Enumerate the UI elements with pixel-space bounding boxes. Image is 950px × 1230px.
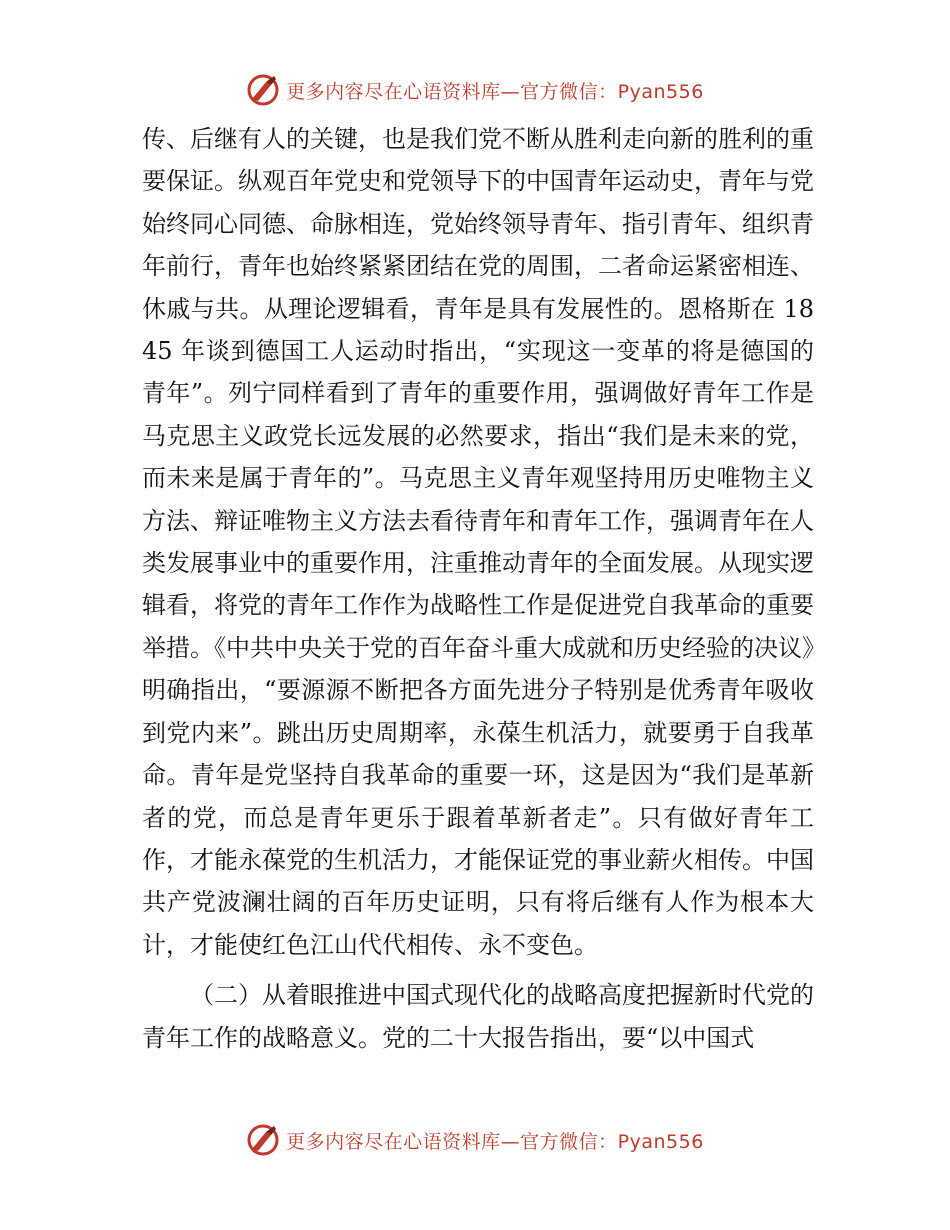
header-banner [0, 70, 950, 110]
footer-banner-text: 更多内容尽在心语资料库—官方微信：Pyan556 [286, 1130, 704, 1153]
footer-banner [0, 1120, 950, 1160]
brush-logo-icon [246, 73, 280, 107]
header-banner-text: 更多内容尽在心语资料库—官方微信：Pyan556 [286, 80, 704, 103]
document-body [142, 118, 814, 1059]
paragraph: （二）从着眼推进中国式现代化的战略高度把握新时代党的青年工作的战略意义。党的二十大报告指出，要“以中国式 [142, 981, 814, 1052]
brush-logo-icon [246, 1123, 280, 1157]
paragraph: 传、后继有人的关键，也是我们党不断从胜利走向新的胜利的重要保证。纵观百年党史和党领导下的中国青年运动史，青年与党始终同心同德、命脉相连，党始终领导青年、指引青年、组织青年前行，青年也始终紧紧团结在党的周围，二者命运紧密相连、休戚与共。从理论逻辑看，青年是具有发展性的。恩格斯在 1845 年谈到德国工人运动时指出，“实现这一变革的将是德国的青年”。列宁同样看到了青年的重要作用，强调做好青年工作是马克思主义政党长远发展的必然要求，指出“我们是未来的党，而未来是属于青年的”。马克思主义青年观坚持用历史唯物主义方法、辩证唯物主义方法去看待青年和青年工作，强调青年在人类发展事业中的重要作用，注重推动青年的全面发展。从现实逻辑看，将党的青年工作作为战略性工作是促进党自我革命的重要举措。《中共中央关于党的百年奋斗重大成就和历史经验的决议》明确指出，“要源源不断把各方面先进分子特别是优秀青年吸收到党内来”。跳出历史周期率，永葆生机活力，就要勇于自我革命。青年是党坚持自我革命的重要一环，这是因为“我们是革新者的党，而总是青年更乐于跟着革新者走”。只有做好青年工作，才能永葆党的生机活力，才能保证党的事业薪火相传。中国共产党波澜壮阔的百年历史证明，只有将后继有人作为根本大计，才能使红色江山代代相传、永不变色。 [142, 125, 814, 959]
